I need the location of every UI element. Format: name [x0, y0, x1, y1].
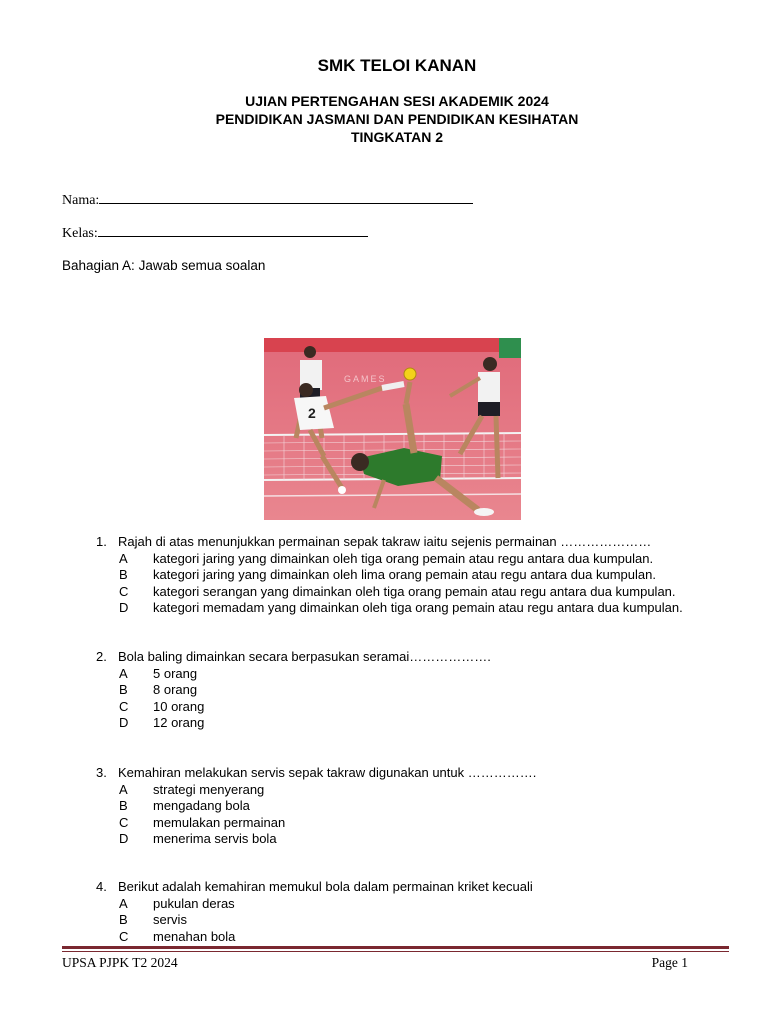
option-text: kategori memadam yang dimainkan oleh tiga orang pemain atau regu antara dua kumpulan.: [153, 600, 683, 615]
answer-option[interactable]: [96, 682, 491, 699]
answer-option[interactable]: [96, 929, 533, 946]
footer-code: UPSA PJPK T2 2024: [62, 955, 178, 970]
footer-rule-thin: [62, 951, 729, 952]
answer-option[interactable]: [96, 912, 533, 929]
answer-option[interactable]: [96, 567, 683, 584]
photo-player-number: 2: [308, 405, 316, 421]
answer-option[interactable]: [96, 831, 536, 848]
option-text: menahan bola: [153, 928, 236, 944]
class-line[interactable]: [98, 224, 368, 237]
question-stem: [96, 534, 683, 551]
form-title: TINGKATAN 2: [350, 129, 444, 145]
answer-option[interactable]: [96, 896, 533, 913]
answer-option[interactable]: [96, 600, 683, 617]
sepak-takraw-photo: [264, 338, 521, 520]
option-letter: B: [119, 682, 128, 697]
option-text: menerima servis bola: [153, 831, 277, 846]
question-text: Berikut adalah kemahiran memukul bola dalam permainan kriket kecuali: [118, 879, 533, 894]
question-2: [96, 649, 491, 732]
option-text: memulakan permainan: [153, 814, 286, 830]
option-letter: A: [119, 895, 128, 911]
option-letter: B: [119, 798, 128, 813]
option-letter: D: [119, 600, 129, 615]
question-stem: [96, 649, 491, 666]
option-letter: C: [119, 928, 129, 944]
answer-option[interactable]: [96, 715, 491, 732]
option-text: 5 orang: [153, 665, 198, 681]
option-text: 10 orang: [153, 698, 205, 714]
answer-option[interactable]: [96, 798, 536, 815]
question-1: [96, 534, 683, 617]
question-number: 3.: [96, 765, 107, 780]
photo-banner-text: GAMES: [344, 374, 387, 384]
option-text: strategi menyerang: [153, 781, 265, 797]
option-letter: B: [119, 567, 128, 582]
option-text: 12 orang: [153, 715, 205, 730]
question-text: Kemahiran melakukan servis sepak takraw digunakan untuk …………….: [118, 765, 537, 780]
option-text: kategori jaring yang dimainkan oleh tiga orang pemain atau regu antara dua kumpulan.: [153, 550, 654, 566]
footer-rule-thick: [62, 946, 729, 949]
option-letter: C: [119, 698, 129, 714]
option-letter: A: [119, 550, 128, 566]
option-letter: B: [119, 912, 128, 927]
option-text: kategori jaring yang dimainkan oleh lima orang pemain atau regu antara dua kumpulan.: [153, 567, 656, 582]
question-stem: [96, 879, 533, 896]
option-text: 8 orang: [153, 682, 198, 697]
question-3: [96, 765, 536, 848]
option-text: pukulan deras: [153, 895, 235, 911]
question-text: Rajah di atas menunjukkan permainan sepak takraw iaitu sejenis permainan …………………: [118, 534, 652, 549]
question-number: 1.: [96, 534, 107, 549]
class-field[interactable]: [62, 224, 368, 242]
option-letter: D: [119, 715, 129, 730]
option-letter: C: [119, 583, 129, 599]
answer-option[interactable]: [96, 815, 536, 832]
option-letter: A: [119, 781, 128, 797]
answer-option[interactable]: [96, 666, 491, 683]
question-text: Bola baling dimainkan secara berpasukan seramai……………….: [118, 649, 491, 664]
option-text: servis: [153, 912, 187, 927]
answer-option[interactable]: [96, 584, 683, 601]
answer-option[interactable]: [96, 782, 536, 799]
question-stem: [96, 765, 536, 782]
section-title: Bahagian A: Jawab semua soalan: [62, 258, 266, 273]
exam-title: UJIAN PERTENGAHAN SESI AKADEMIK 2024: [245, 93, 549, 109]
question-number: 2.: [96, 649, 107, 664]
answer-option[interactable]: [96, 699, 491, 716]
answer-option[interactable]: [96, 551, 683, 568]
class-label: Kelas:: [62, 226, 98, 241]
question-number: 4.: [96, 879, 107, 894]
option-letter: A: [119, 665, 128, 681]
page-number: Page 1: [651, 955, 688, 970]
question-4: [96, 879, 533, 945]
school-name: SMK TELOI KANAN: [317, 56, 477, 75]
option-text: mengadang bola: [153, 798, 250, 813]
name-label: Nama:: [62, 193, 100, 208]
subject-title: PENDIDIKAN JASMANI DAN PENDIDIKAN KESIHATAN: [215, 111, 579, 127]
name-field[interactable]: [62, 191, 473, 209]
option-letter: D: [119, 831, 129, 846]
option-text: kategori serangan yang dimainkan oleh tiga orang pemain atau regu antara dua kumpulan.: [153, 583, 676, 599]
option-letter: C: [119, 814, 129, 830]
name-line[interactable]: [99, 191, 473, 204]
